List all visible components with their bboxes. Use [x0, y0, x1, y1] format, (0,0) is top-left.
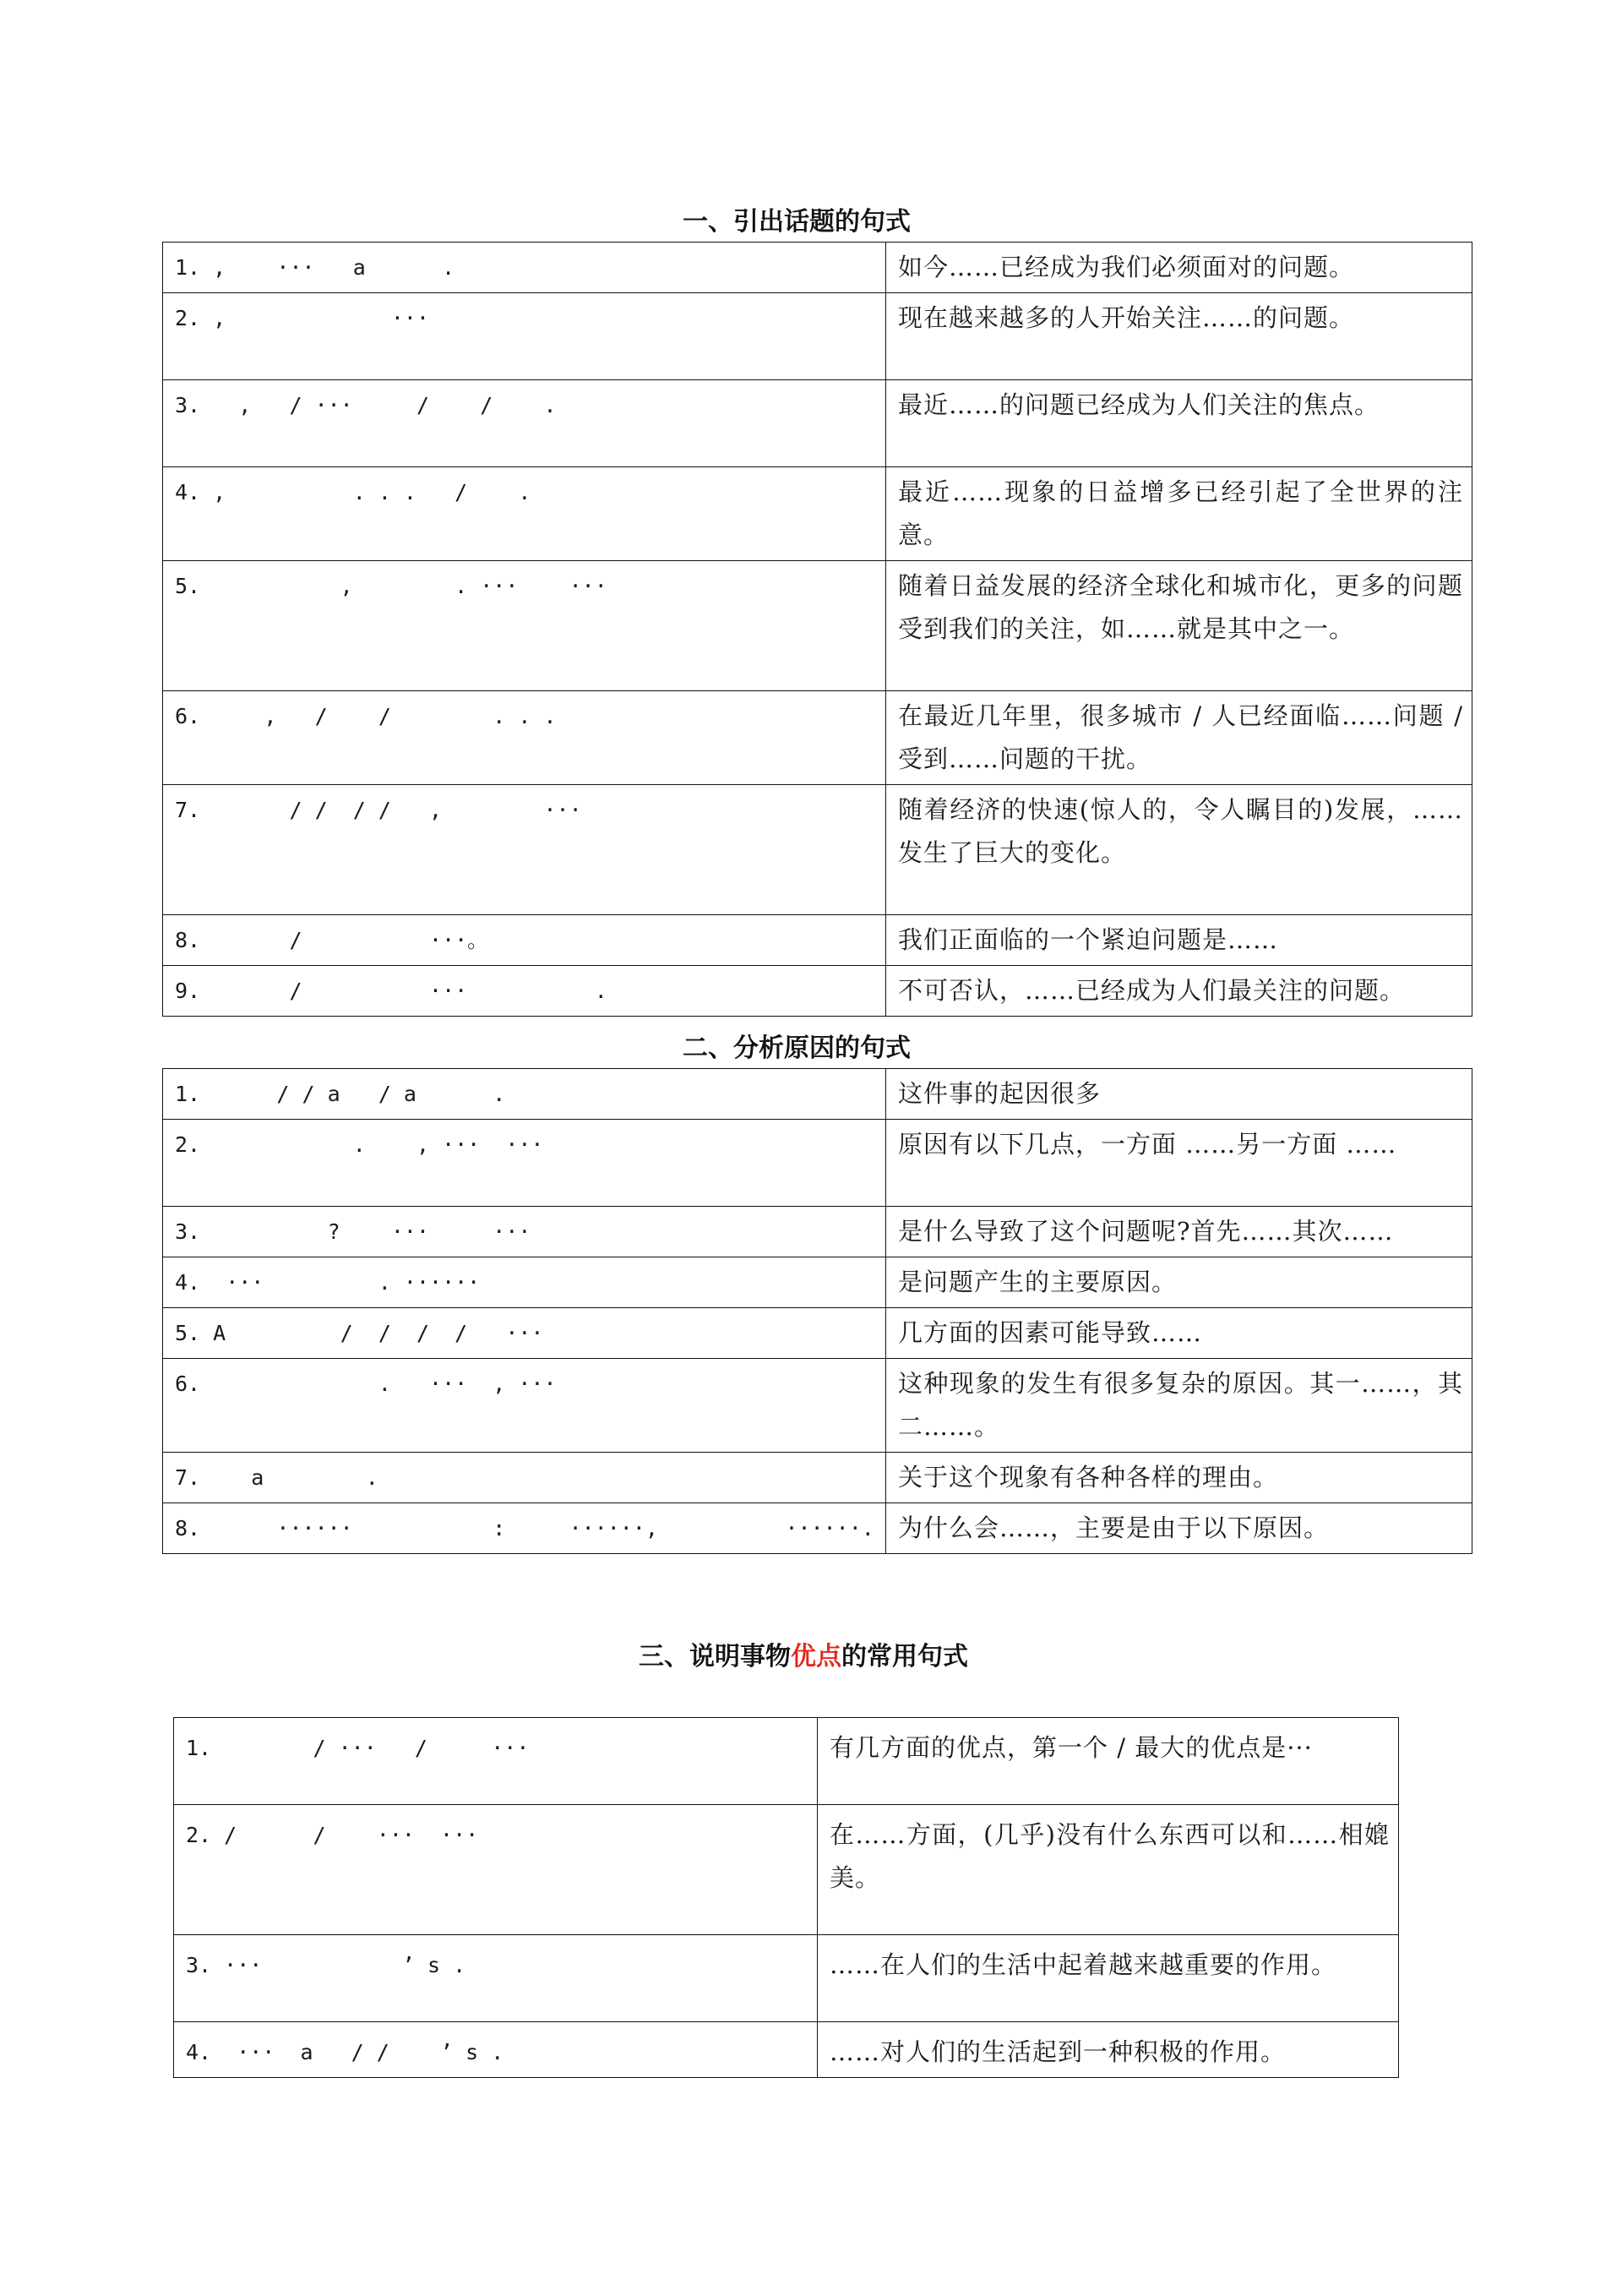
table-row [174, 1805, 1399, 1935]
en-cell: 5. , . ··· ··· [163, 561, 886, 691]
table-row [163, 1257, 1472, 1308]
zh-cell: 最近……现象的日益增多已经引起了全世界的注意。 [886, 467, 1472, 561]
en-cell: 9. / ··· . [163, 966, 886, 1017]
zh-cell: 原因有以下几点，一方面 ……另一方面 …… [886, 1120, 1472, 1207]
zh-cell: 最近……的问题已经成为人们关注的焦点。 [886, 380, 1472, 467]
table-row [163, 1503, 1472, 1554]
zh-cell: 有几方面的优点，第一个 / 最大的优点是··· [818, 1718, 1399, 1805]
section2-title: 二、分析原因的句式 [683, 1033, 911, 1063]
zh-cell: 这种现象的发生有很多复杂的原因。其一……，其二……。 [886, 1359, 1472, 1453]
zh-cell: ……在人们的生活中起着越来越重要的作用。 [818, 1935, 1399, 2022]
table-row [163, 293, 1472, 380]
en-cell: 2. , ··· [163, 293, 886, 380]
en-cell: 2. . , ··· ··· [163, 1120, 886, 1207]
en-cell: 3. , / ··· / / . [163, 380, 886, 467]
table-row [163, 785, 1472, 915]
zh-cell: 随着日益发展的经济全球化和城市化，更多的问题受到我们的关注，如……就是其中之一。 [886, 561, 1472, 691]
table-row [163, 380, 1472, 467]
section1-table [162, 242, 1472, 1017]
table-row [163, 243, 1472, 293]
en-cell: 3. ? ··· ··· [163, 1207, 886, 1257]
table-row [163, 915, 1472, 966]
en-cell: 6. , / / . . . [163, 691, 886, 785]
section3-title-post: 的常用句式 [841, 1642, 968, 1672]
table-row [163, 1308, 1472, 1359]
en-cell: 1. , ··· a . [163, 243, 886, 293]
section3-title [639, 1635, 968, 1672]
en-cell: 1. / ··· / ··· [174, 1718, 818, 1805]
table-row [174, 1718, 1399, 1805]
table-row [163, 691, 1472, 785]
section3-title-pre: 三、说明事物 [639, 1642, 791, 1672]
en-cell: 4. ··· . ······ [163, 1257, 886, 1308]
en-cell: 4. ··· a / / ’ s . [174, 2022, 818, 2078]
en-cell: 2. / / ··· ··· [174, 1805, 818, 1935]
zh-cell: 是什么导致了这个问题呢?首先……其次…… [886, 1207, 1472, 1257]
zh-cell: ……对人们的生活起到一种积极的作用。 [818, 2022, 1399, 2078]
zh-cell: 几方面的因素可能导致…… [886, 1308, 1472, 1359]
table-row [163, 1453, 1472, 1503]
en-cell: 1. / / a / a . [163, 1069, 886, 1120]
zh-cell: 我们正面临的一个紧迫问题是…… [886, 915, 1472, 966]
zh-cell: 为什么会……，主要是由于以下原因。 [886, 1503, 1472, 1554]
table-row [163, 561, 1472, 691]
zh-cell: 随着经济的快速(惊人的，令人瞩目的)发展，……发生了巨大的变化。 [886, 785, 1472, 915]
en-cell: 7. a . [163, 1453, 886, 1503]
table-row [163, 1120, 1472, 1207]
table-row [163, 467, 1472, 561]
zh-cell: 在……方面，(几乎)没有什么东西可以和……相媲美。 [818, 1805, 1399, 1935]
zh-cell: 如今……已经成为我们必须面对的问题。 [886, 243, 1472, 293]
en-cell: 4. , . . . / . [163, 467, 886, 561]
table-row [174, 1935, 1399, 2022]
table-row [163, 1359, 1472, 1453]
table-row [163, 1207, 1472, 1257]
en-cell: 8. ······ : ······, ······. [163, 1503, 886, 1554]
section3-table [173, 1717, 1399, 2078]
zh-cell: 关于这个现象有各种各样的理由。 [886, 1453, 1472, 1503]
table-row [163, 1069, 1472, 1120]
zh-cell: 现在越来越多的人开始关注……的问题。 [886, 293, 1472, 380]
en-cell: 7. / / / / , ··· [163, 785, 886, 915]
en-cell: 3. ··· ’ s . [174, 1935, 818, 2022]
zh-cell: 这件事的起因很多 [886, 1069, 1472, 1120]
en-cell: 8. / ···。 [163, 915, 886, 966]
section3-title-highlight: 优点 [791, 1642, 841, 1672]
zh-cell: 在最近几年里，很多城市 / 人已经面临……问题 / 受到……问题的干扰。 [886, 691, 1472, 785]
table-row [163, 966, 1472, 1017]
table-row [174, 2022, 1399, 2078]
en-cell: 6. . ··· , ··· [163, 1359, 886, 1453]
section2-table [162, 1068, 1472, 1554]
zh-cell: 是问题产生的主要原因。 [886, 1257, 1472, 1308]
en-cell: 5. A / / / / ··· [163, 1308, 886, 1359]
section1-title: 一、引出话题的句式 [683, 207, 911, 237]
zh-cell: 不可否认，……已经成为人们最关注的问题。 [886, 966, 1472, 1017]
